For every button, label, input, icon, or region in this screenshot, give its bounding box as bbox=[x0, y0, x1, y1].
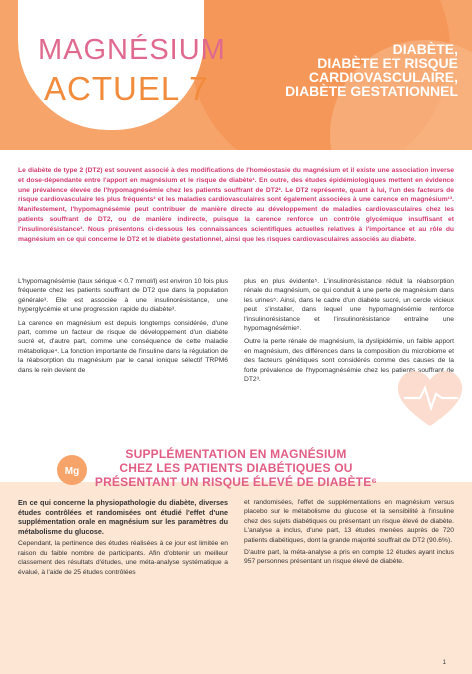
section-lead-paragraph: En ce qui concerne la physiopathologie du diabète, diverses études contrôlées et randomisées ont étudié l'effet d'une supplémentation orale en magnésium sur les paramètres du métabolisme du glucose. bbox=[18, 498, 228, 536]
body-paragraph: La carence en magnésium est depuis longtemps considérée, d'une part, comme un facteur de risque de développement d'un diabète sucré et, d'autre part, comme une conséquence de cette maladie métabolique⁴. La fonction importante de l'insuline dans la régulation de la réabsorption du magnésium par le canal ionique sélectif TRPM6 dans le rein devient de bbox=[18, 319, 228, 374]
header-title-line: CARDIOVASCULAIRE, bbox=[308, 69, 458, 85]
section-title-line: PRÉSENTANT UN RISQUE ÉLEVÉ DE DIABÈTE⁶ bbox=[94, 475, 378, 489]
section-column-left bbox=[18, 498, 228, 580]
header-title-line: DIABÈTE GESTATIONNEL bbox=[285, 83, 458, 99]
section-title-line: CHEZ LES PATIENTS DIABÉTIQUES OU bbox=[119, 461, 353, 475]
heart-pulse-icon bbox=[390, 362, 470, 432]
section-title-line: SUPPLÉMENTATION EN MAGNÉSIUM bbox=[125, 447, 347, 461]
section-column-right bbox=[244, 498, 454, 570]
page-number: 1 bbox=[442, 660, 446, 666]
section-paragraph: et randomisées, l'effet de supplémentations en magnésium versus placebo sur le métabolisme du glucose et la sensibilité à l'insuline chez des sujets diabétiques ou présentant un risque élevé de diabète. L'analyse a inclus, d'une part, 13 études menées auprès de 720 patients diabétiques, dont la grande majorité souffrait de DT2 (90.6%). bbox=[244, 499, 454, 544]
body-column-left bbox=[18, 277, 228, 379]
logo-text-actuel: ACTUEL 7 bbox=[44, 70, 209, 107]
logo-text-magnesium: MAGNÉSIUM bbox=[38, 34, 226, 66]
section-paragraph: D'autre part, la méta-analyse a pris en compte 12 études ayant inclus 957 personnes présentant un risque élevé de diabète. bbox=[244, 549, 454, 566]
section-paragraph: Cependant, la pertinence des études réalisées à ce jour est limitée en raison du faible nombre de participants. Afin d'obtenir un meilleur classement des résultats d'études, une méta-analyse systématique a évalué, à l'aide de 25 études contrôlées bbox=[18, 540, 228, 576]
header-banner bbox=[0, 0, 472, 150]
header-title-line: DIABÈTE ET RISQUE bbox=[317, 55, 458, 71]
intro-paragraph: Le diabète de type 2 (DT2) est souvent associé à des modifications de l'homéostasie du magnésium et il existe une association inverse et dose-dépendante entre l'apport en magnésium et le risque de diabète¹. En outre, des études épidémiologiques mettent en évidence une prévalence élevée de l'hypomagnésémie chez les patients souffrant de DT2². Le DT2 représente, quant à lui, l'un des facteurs de risque cardiovasculaire les plus fréquents³ et les maladies cardiovasculaires sont également associées à une carence en magnésium¹³. Manifestement, l'hypomagnésémie peut contribuer de manière directe au développement de maladies cardiovasculaires chez les patients souffrant de DT2, ou de manière indirecte, puisque la carence renforce un contrôle glycémique insuffisant et l'insulinorésistance³. Nous présentons ci-dessous les connaissances scientifiques actuelles relatives à l'importance et au rôle du magnésium en ce qui concerne le DT2 et le diabète gestationnel, ainsi que les risques cardiovasculaires associés au diabète. bbox=[18, 167, 454, 243]
body-paragraph: plus en plus évidente⁵. L'insulinorésistance réduit la réabsorption rénale du magnésium, ce qui conduit à une perte de magnésium dans les urines⁵. Ainsi, dans le cadre d'un diabète sucré, un cercle vicieux peut s'installer, dans lequel une hypomagnésémie renforce l'insulinorésistance et l'insulinorésistance entraîne une hypomagnésémie⁵. bbox=[244, 278, 454, 333]
body-paragraph: Outre la perte rénale de magnésium, la dyslipidémie, un faible apport en magnésium, des différences dans la composition du microbiome et des facteurs génétiques sont considérés comme des causes de la forte prévalence de l'hypomagnésémie chez les patients souffrant de DT2³. bbox=[244, 338, 454, 384]
supplementation-section bbox=[0, 442, 472, 674]
header-title bbox=[238, 42, 458, 98]
header-title-line: DIABÈTE, bbox=[392, 41, 458, 57]
mg-label: Mg bbox=[64, 466, 80, 477]
body-paragraph: L'hypomagnésémie (taux sérique < 0.7 mmol/l) est environ 10 fois plus fréquente chez les patients souffrant de DT2 que dans la population générale³. Elle est associée à une insulinorésistance, une hyperglycémie et une progression rapide du diabète³. bbox=[18, 278, 228, 314]
section-title bbox=[0, 447, 472, 489]
